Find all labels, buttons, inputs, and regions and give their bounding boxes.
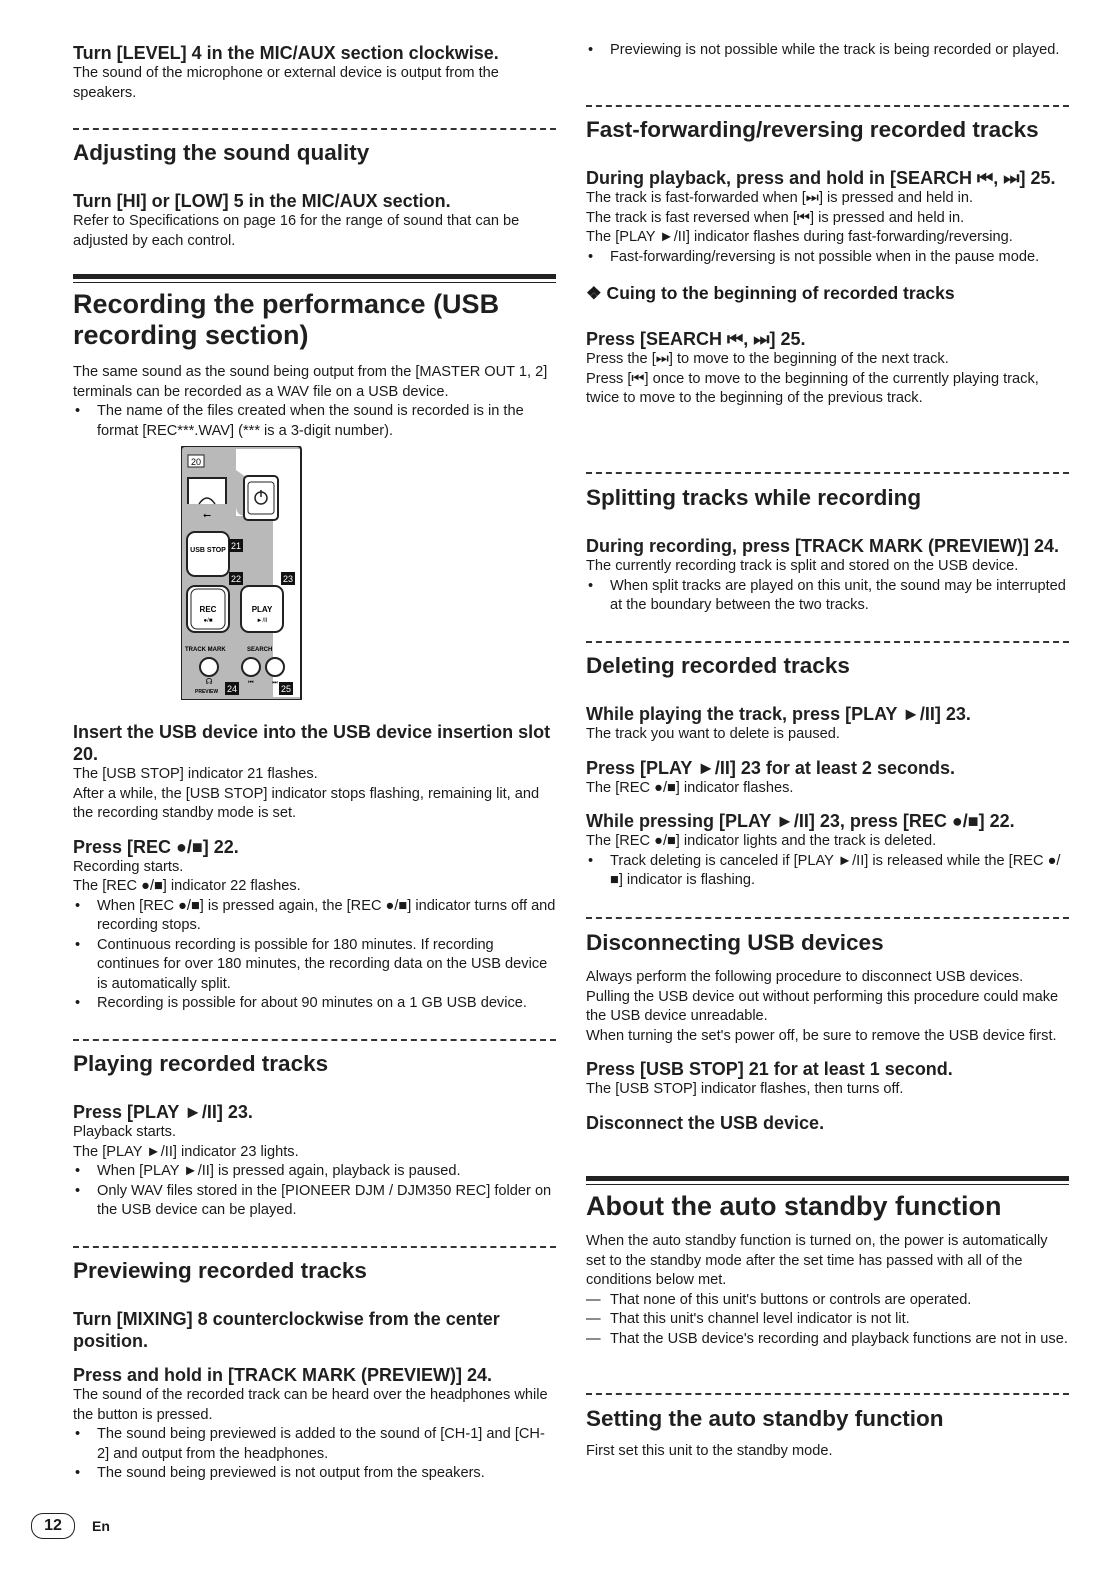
usb-stop-label: USB STOP (190, 547, 226, 554)
intro-text: Always perform the following procedure to disconnect USB devices. Pulling the USB device out without performing this procedure could make the USB device unreadable. (586, 969, 1059, 1024)
step-1-heading: While playing the track, press [PLAY ►/II] 23. (586, 704, 971, 724)
step-1-heading: Turn [MIXING] 8 counterclockwise from the center position. (73, 1309, 500, 1351)
step-desc: Refer to Specifications on page 16 for the range of sound that can be adjusted by each control. (73, 213, 520, 249)
search-forward-icon: ⏭ (272, 680, 278, 686)
section-heading: Playing recorded tracks (73, 1051, 329, 1076)
step-2-heading: Press and hold in [TRACK MARK (PREVIEW)] 24. (73, 1365, 493, 1385)
track-mark-label: TRACK MARK (185, 647, 226, 653)
chapter-heading: Recording the performance (USB recording section) (73, 289, 500, 350)
recording-steps (73, 721, 556, 1014)
step-heading: Turn [HI] or [LOW] 5 in the MIC/AUX section. (73, 191, 451, 211)
step-desc: Playback starts. (73, 1124, 177, 1140)
previewing-section (73, 1257, 556, 1484)
search-back-icon: ⏮ (248, 680, 254, 686)
step-3-heading: While pressing [PLAY ►/II] 23, press [REC ●/■] 22. (586, 811, 1015, 831)
label-22: 22 (230, 574, 242, 584)
step-1-heading: Press [USB STOP] 21 for at least 1 second. (586, 1059, 953, 1079)
step-desc: The currently recording track is split and stored on the USB device. (586, 558, 1019, 574)
play-symbol: ►/II (256, 618, 268, 624)
step-desc: The track you want to delete is paused. (586, 726, 840, 742)
step-desc: The [PLAY ►/II] indicator 23 lights. (73, 1143, 299, 1160)
section-divider (586, 917, 1069, 919)
step-desc: Press the [⏭] to move to the beginning of the next track. (586, 351, 949, 367)
step-2-heading: Disconnect the USB device. (586, 1112, 825, 1133)
step-desc: The [REC ●/■] indicator 22 flashes. (73, 878, 301, 894)
section-divider (586, 641, 1069, 643)
step-1-heading: Insert the USB device into the USB device insertion slot 20. (73, 722, 551, 764)
preview-note (586, 41, 1069, 61)
step-2-heading: Press [REC ●/■] 22. (73, 836, 239, 857)
label-23: 23 (282, 574, 294, 584)
section-divider (586, 1393, 1069, 1395)
label-25: 25 (280, 684, 292, 694)
step-desc: The [USB STOP] indicator flashes, then turns off. (586, 1081, 904, 1097)
bullet-item: • Track deleting is canceled if [PLAY ►/II] is released while the [REC ●/■] indicator is flashing. (586, 852, 1069, 891)
usb-symbol-icon: ⭠ (203, 510, 211, 521)
playing-section (73, 1050, 556, 1221)
bullet-item: • When split tracks are played on this unit, the sound may be interrupted at the boundary between the two tracks. (586, 577, 1069, 616)
subsection-heading: ❖ Cuing to the beginning of recorded tracks (586, 283, 955, 303)
intro-text: When the auto standby function is turned on, the power is automatically set to the standby mode after the set time has passed with all of the conditions below met. (586, 1233, 1048, 1288)
condition-item: — That the USB device's recording and playback functions are not in use. (586, 1330, 1069, 1350)
intro-text: The same sound as the sound being output from the [MASTER OUT 1, 2] terminals can be recorded as a WAV file on a USB device. (73, 364, 548, 400)
step-desc: After a while, the [USB STOP] indicator stops flashing, remaining lit, and the recording standby mode is set. (73, 785, 540, 821)
bullet-item: • The sound being previewed is not output from the speakers. (73, 1464, 556, 1484)
ff-section (586, 116, 1069, 409)
search-label: SEARCH (247, 647, 273, 653)
bullet-item: • When [REC ●/■] is pressed again, the [REC ●/■] indicator turns off and recording stops. (73, 897, 556, 936)
step-3-level (73, 42, 556, 103)
step-desc: Press [⏮] once to move to the beginning of the currently playing track, twice to move to the beginning of the previous track. (586, 370, 1039, 406)
headphones-icon: ☊ (205, 677, 213, 686)
bullet-item: • When [PLAY ►/II] is pressed again, playback is paused. (73, 1162, 556, 1182)
step-desc: The sound of the microphone or external device is output from the speakers. (73, 65, 499, 101)
recording-section (73, 289, 556, 441)
standby-section (586, 1191, 1069, 1349)
bullet-item: • Fast-forwarding/reversing is not possible when in the pause mode. (586, 248, 1069, 268)
section-heading: Splitting tracks while recording (586, 485, 922, 510)
section-heading: Fast-forwarding/reversing recorded tracks (586, 117, 1039, 142)
step-desc: The [PLAY ►/II] indicator flashes during fast-forwarding/reversing. (586, 229, 1013, 245)
label-20: 20 (190, 457, 202, 467)
step-desc: Recording starts. (73, 858, 184, 875)
rec-symbol: ●/■ (203, 618, 213, 624)
step-heading: Press [SEARCH ⏮, ⏭] 25. (586, 329, 806, 349)
chapter-rule (73, 274, 556, 283)
step-desc: The [REC ●/■] indicator lights and the track is deleted. (586, 833, 937, 849)
step-heading: During recording, press [TRACK MARK (PREVIEW)] 24. (586, 536, 1060, 556)
condition-item: — That this unit's channel level indicator is not lit. (586, 1310, 1069, 1330)
condition-item: — That none of this unit's buttons or controls are operated. (586, 1291, 1069, 1311)
split-section (586, 484, 1069, 616)
section-divider (586, 472, 1069, 474)
bullet-item: • Only WAV files stored in the [PIONEER DJM / DJM350 REC] folder on the USB device can be played. (73, 1182, 556, 1221)
step-desc: The track is fast reversed when [⏮] is pressed and held in. (586, 209, 965, 226)
disconnect-section (586, 929, 1069, 1134)
section-divider (73, 1039, 556, 1041)
chapter-heading: About the auto standby function (586, 1191, 1002, 1221)
step-desc: First set this unit to the standby mode. (586, 1443, 833, 1459)
rec-label: REC (199, 605, 217, 614)
step-heading: Press [PLAY ►/II] 23. (73, 1102, 253, 1122)
section-divider (73, 1246, 556, 1248)
setting-section (586, 1405, 1069, 1462)
preview-label: PREVIEW (195, 689, 219, 695)
page-number: 12 (31, 1513, 75, 1539)
bullet-item: • Continuous recording is possible for 180 minutes. If recording continues for over 180 minutes, the recording data on the USB device is automatically split. (73, 936, 556, 995)
play-label: PLAY (251, 605, 273, 614)
step-desc: The sound of the recorded track can be heard over the headphones while the button is pressed. (73, 1387, 548, 1423)
bullet-item: • Recording is possible for about 90 minutes on a 1 GB USB device. (73, 994, 556, 1014)
delete-section (586, 652, 1069, 891)
section-divider (73, 128, 556, 130)
section-divider (586, 105, 1069, 107)
bullet-item: • The sound being previewed is added to the sound of [CH-1] and [CH-2] and output from the headphones. (73, 1425, 556, 1464)
section-heading: Disconnecting USB devices (586, 930, 884, 955)
bullet-item: • Previewing is not possible while the track is being recorded or played. (586, 41, 1069, 61)
adjust-section (73, 139, 556, 251)
usb-recording-panel-diagram (181, 446, 303, 700)
step-desc: The [REC ●/■] indicator flashes. (586, 779, 794, 796)
chapter-rule (586, 1176, 1069, 1185)
section-heading: Setting the auto standby function (586, 1406, 944, 1431)
section-heading: Previewing recorded tracks (73, 1258, 367, 1283)
section-heading: Deleting recorded tracks (586, 653, 850, 678)
bullet-item: • The name of the files created when the sound is recorded is in the format [REC***.WAV] (*** is a 3-digit number). (73, 402, 556, 441)
step-desc: The [USB STOP] indicator 21 flashes. (73, 766, 318, 782)
intro-text: When turning the set's power off, be sure to remove the USB device first. (586, 1027, 1057, 1044)
step-heading: Turn [LEVEL] 4 in the MIC/AUX section clockwise. (73, 43, 499, 63)
label-21: 21 (230, 541, 242, 551)
label-24: 24 (226, 684, 238, 694)
step-heading: During playback, press and hold in [SEARCH ⏮, ⏭] 25. (586, 168, 1056, 188)
step-desc: The track is fast-forwarded when [⏭] is pressed and held in. (586, 190, 974, 206)
language-label: En (92, 1518, 110, 1534)
section-heading: Adjusting the sound quality (73, 140, 370, 165)
step-2-heading: Press [PLAY ►/II] 23 for at least 2 seconds. (586, 757, 955, 778)
